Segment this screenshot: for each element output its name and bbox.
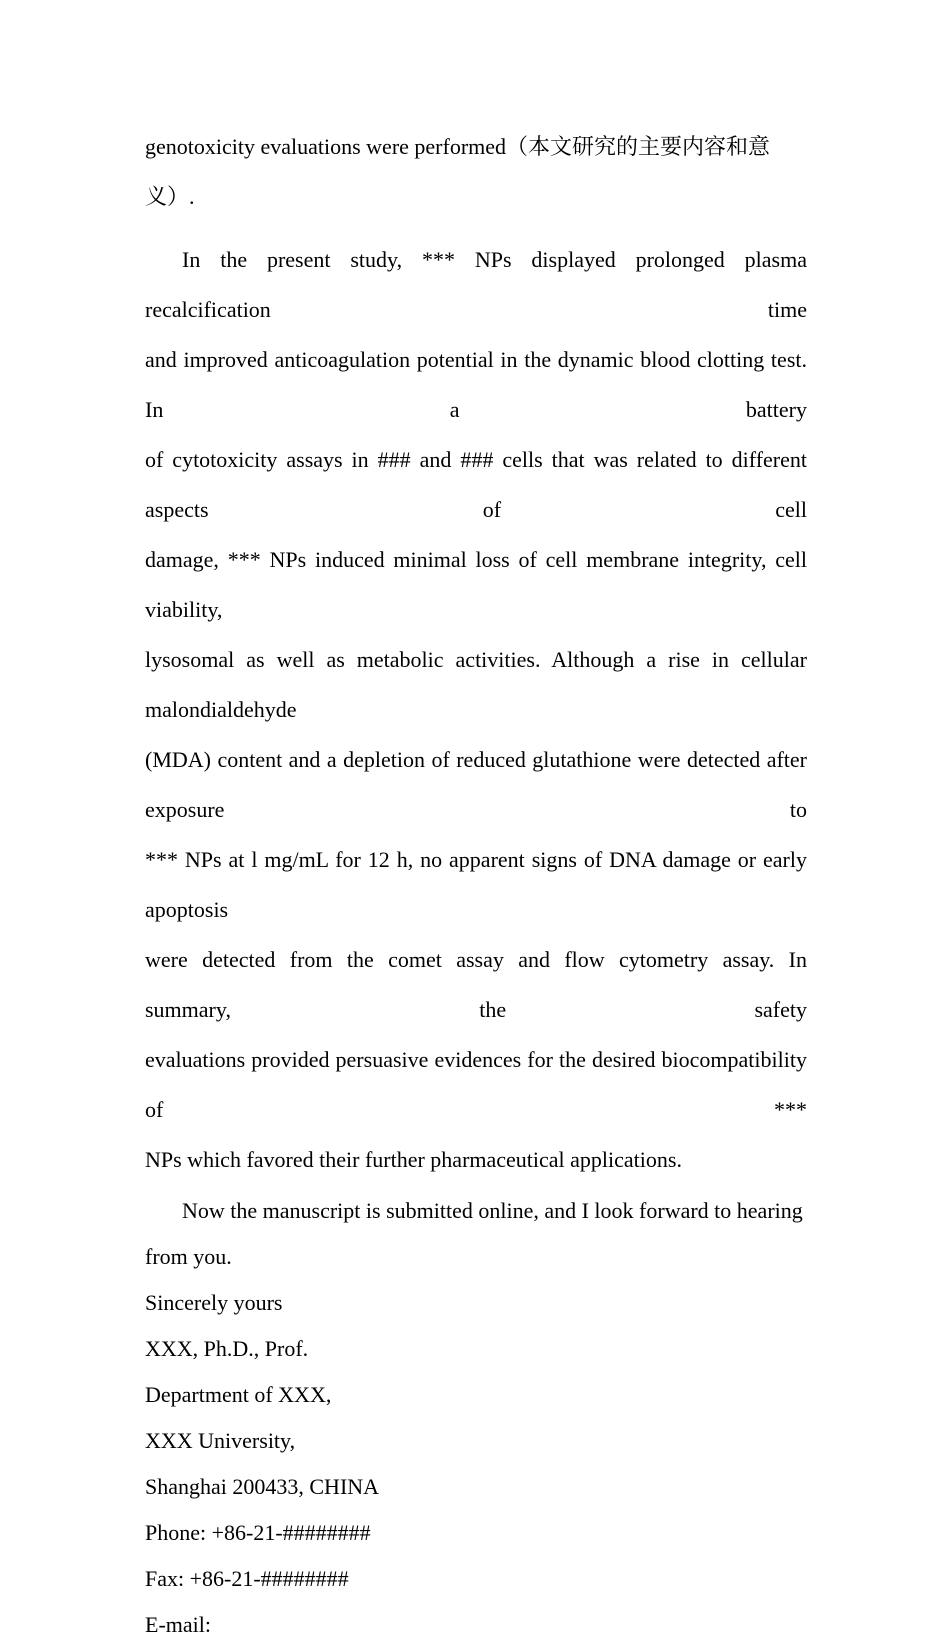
closing-paragraph: Now the manuscript is submitted online, and I look forward to hearing from you.: [145, 1198, 803, 1269]
paragraph-line: In the present study, *** NPs displayed prolonged plasma recalcification time: [145, 247, 807, 322]
letter-body: [145, 122, 807, 1648]
signature-name: XXX, Ph.D., Prof.: [145, 1336, 309, 1361]
paragraph-ending-line: genotoxicity evaluations were performed（本文研究的主要内容和意义）.: [145, 134, 771, 209]
closing-salutation: Sincerely yours: [145, 1290, 283, 1315]
contact-email: E-mail:: [145, 1612, 211, 1637]
paragraph-line: (MDA) content and a depletion of reduced glutathione were detected after exposure to: [145, 747, 807, 822]
paragraph-line: evaluations provided persuasive evidences for the desired biocompatibility of ***: [145, 1047, 807, 1122]
signature-department: Department of XXX,: [145, 1382, 332, 1407]
body-paragraph: [145, 235, 807, 1185]
paragraph-last-line: NPs which favored their further pharmaceutical applications.: [145, 1147, 682, 1172]
signature-university: XXX University,: [145, 1428, 296, 1453]
signature-address: Shanghai 200433, CHINA: [145, 1474, 380, 1499]
contact-phone: Phone: +86-21-########: [145, 1520, 371, 1545]
paragraph-line: *** NPs at l mg/mL for 12 h, no apparent signs of DNA damage or early apoptosis: [145, 847, 807, 922]
paragraph-line: and improved anticoagulation potential in the dynamic blood clotting test. In a battery: [145, 347, 807, 422]
paragraph-line: of cytotoxicity assays in ### and ### cells that was related to different aspects of cell: [145, 447, 807, 522]
paragraph-line: were detected from the comet assay and flow cytometry assay. In summary, the safety: [145, 947, 807, 1022]
paragraph-line: lysosomal as well as metabolic activities. Although a rise in cellular malondialdehyde: [145, 647, 807, 722]
contact-fax: Fax: +86-21-########: [145, 1566, 349, 1591]
paragraph-line: damage, *** NPs induced minimal loss of cell membrane integrity, cell viability,: [145, 547, 807, 622]
